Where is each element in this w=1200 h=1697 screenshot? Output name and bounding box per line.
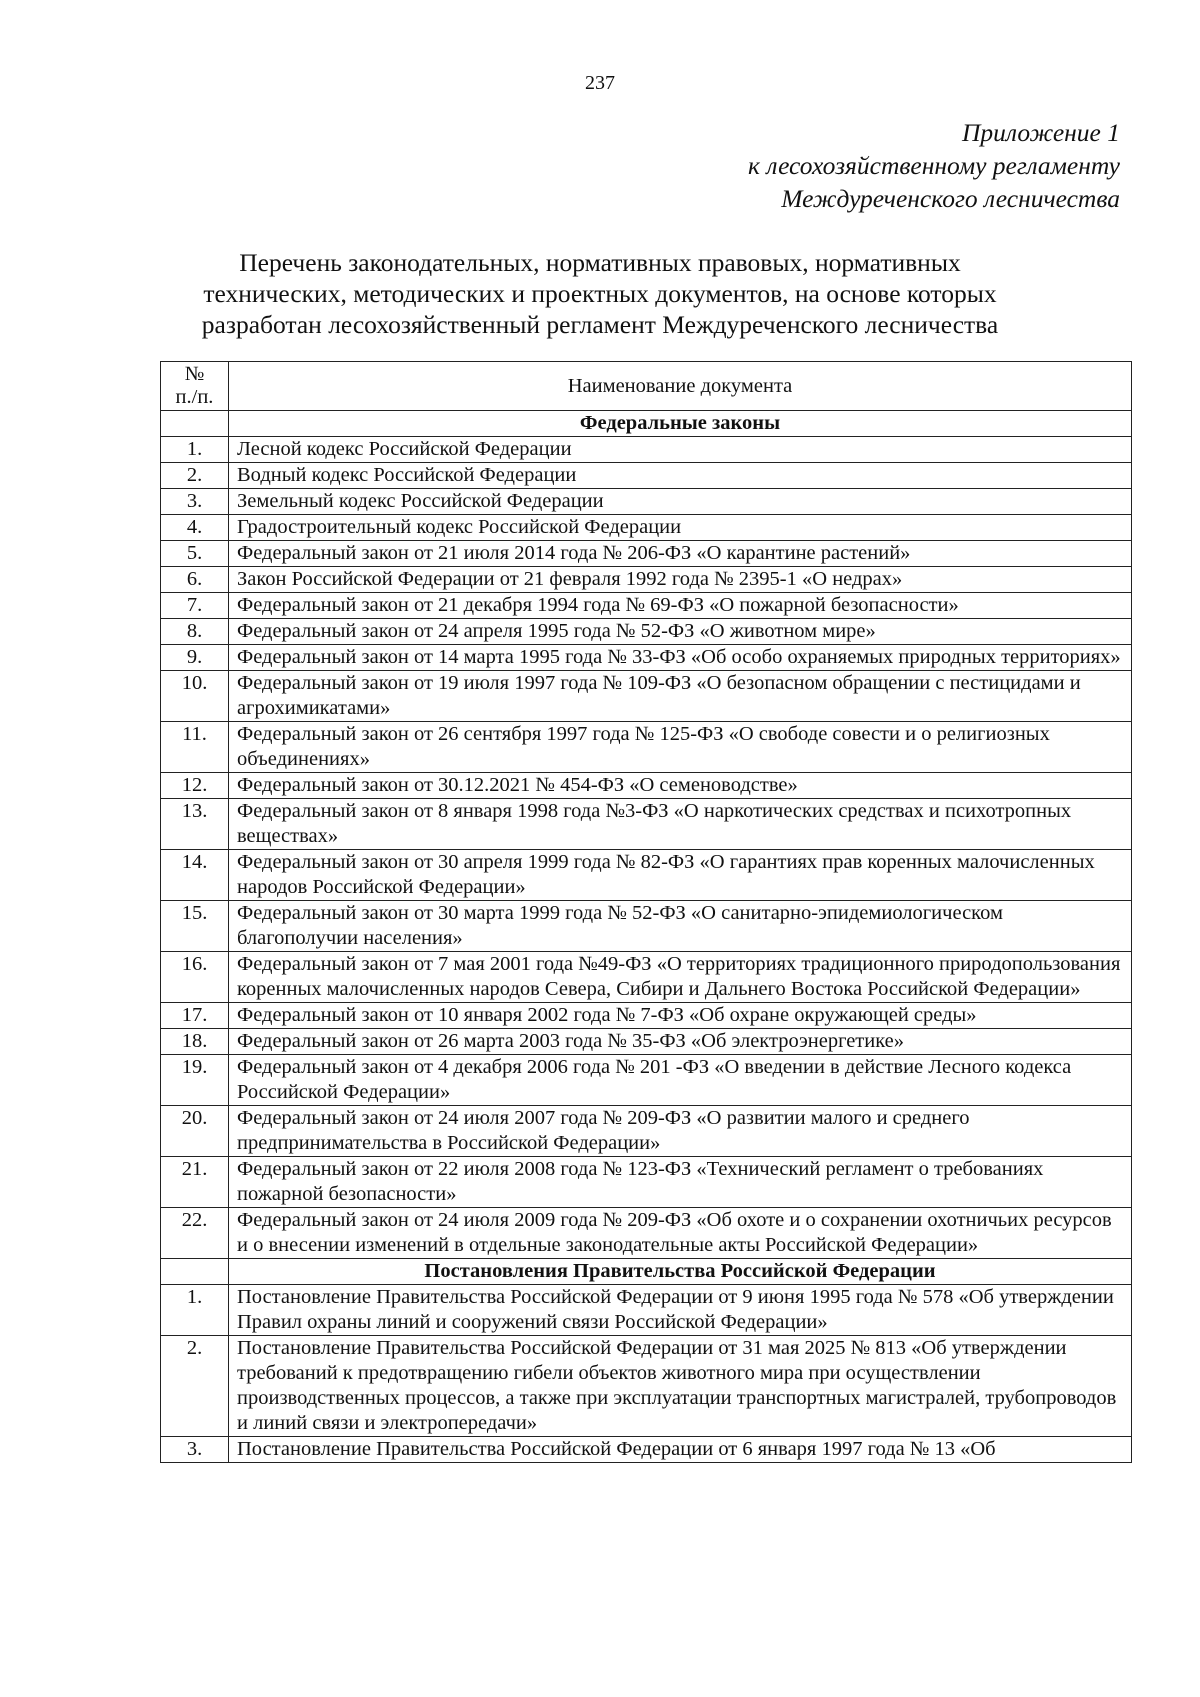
row-number: 13. <box>161 799 229 850</box>
row-number: 2. <box>161 463 229 489</box>
row-number: 21. <box>161 1157 229 1208</box>
row-document-name: Федеральный закон от 21 июля 2014 года № 206-ФЗ «О карантине растений» <box>229 541 1132 567</box>
title-line-3: разработан лесохозяйственный регламент Междуреченского лесничества <box>201 310 999 339</box>
row-number: 8. <box>161 619 229 645</box>
section-title: Постановления Правительства Российской Федерации <box>229 1259 1132 1285</box>
row-number: 2. <box>161 1336 229 1437</box>
table-header-row <box>161 362 1132 411</box>
appendix-heading <box>748 116 1120 215</box>
table-row <box>161 952 1132 1003</box>
table-row <box>161 1029 1132 1055</box>
table-row <box>161 515 1132 541</box>
row-document-name: Федеральный закон от 26 марта 2003 года № 35-ФЗ «Об электроэнергетике» <box>229 1029 1132 1055</box>
row-number: 22. <box>161 1208 229 1259</box>
table-row <box>161 567 1132 593</box>
row-number: 11. <box>161 722 229 773</box>
row-number: 7. <box>161 593 229 619</box>
section-header-row <box>161 1259 1132 1285</box>
row-number: 6. <box>161 567 229 593</box>
row-document-name: Федеральный закон от 4 декабря 2006 года № 201 -ФЗ «О введении в действие Лесного кодекса Российской Федерации» <box>229 1055 1132 1106</box>
row-document-name: Постановление Правительства Российской Федерации от 9 июня 1995 года № 578 «Об утверждении Правил охраны линий и сооружений связи Российской Федерации» <box>229 1285 1132 1336</box>
row-document-name: Федеральный закон от 7 мая 2001 года №49-ФЗ «О территориях традиционного природопользования коренных малочисленных народов Севера, Сибири и Дальнего Востока Российской Федерации» <box>229 952 1132 1003</box>
row-number: 1. <box>161 1285 229 1336</box>
appendix-line-1: Приложение 1 <box>961 118 1120 147</box>
row-document-name: Федеральный закон от 14 марта 1995 года № 33-ФЗ «Об особо охраняемых природных территориях» <box>229 645 1132 671</box>
row-number: 9. <box>161 645 229 671</box>
header-num-label: п./п. <box>175 386 214 408</box>
appendix-line-2: к лесохозяйственному регламенту <box>748 151 1120 180</box>
title-line-2: технических, методических и проектных документов, на основе которых <box>203 279 997 308</box>
table-row <box>161 619 1132 645</box>
row-document-name: Постановление Правительства Российской Федерации от 31 мая 2025 № 813 «Об утверждении требований к предотвращению гибели объектов животного мира при осуществлении производственных процессов, а также при эксплуатации транспортных магистралей, трубопроводов и линий связи и электропередачи» <box>229 1336 1132 1437</box>
row-number: 18. <box>161 1029 229 1055</box>
table-row <box>161 1157 1132 1208</box>
row-document-name: Федеральный закон от 19 июля 1997 года № 109-ФЗ «О безопасном обращении с пестицидами и агрохимикатами» <box>229 671 1132 722</box>
row-number: 3. <box>161 489 229 515</box>
table-row <box>161 1055 1132 1106</box>
row-number: 12. <box>161 773 229 799</box>
table-row <box>161 722 1132 773</box>
row-document-name: Федеральный закон от 30.12.2021 № 454-ФЗ «О семеноводстве» <box>229 773 1132 799</box>
row-number: 20. <box>161 1106 229 1157</box>
header-num-cell <box>161 362 229 411</box>
page-number: 237 <box>585 72 615 94</box>
table-row <box>161 1437 1132 1463</box>
documents-table-body <box>161 362 1132 1463</box>
row-document-name: Федеральный закон от 30 марта 1999 года № 52-ФЗ «О санитарно-эпидемиологическом благополучии населения» <box>229 901 1132 952</box>
row-document-name: Федеральный закон от 10 января 2002 года № 7-ФЗ «Об охране окружающей среды» <box>229 1003 1132 1029</box>
row-document-name: Закон Российской Федерации от 21 февраля 1992 года № 2395-1 «О недрах» <box>229 567 1132 593</box>
table-row <box>161 541 1132 567</box>
header-num-symbol: № <box>184 363 205 385</box>
row-document-name: Федеральный закон от 24 июля 2007 года № 209-ФЗ «О развитии малого и среднего предпринимательства в Российской Федерации» <box>229 1106 1132 1157</box>
row-number: 1. <box>161 437 229 463</box>
header-name-cell: Наименование документа <box>229 362 1132 411</box>
table-row <box>161 489 1132 515</box>
table-row <box>161 901 1132 952</box>
row-number: 19. <box>161 1055 229 1106</box>
table-row <box>161 850 1132 901</box>
row-number: 5. <box>161 541 229 567</box>
row-number: 10. <box>161 671 229 722</box>
title-line-1: Перечень законодательных, нормативных правовых, нормативных <box>239 248 961 277</box>
section-header-row <box>161 411 1132 437</box>
row-document-name: Земельный кодекс Российской Федерации <box>229 489 1132 515</box>
table-row <box>161 799 1132 850</box>
row-number: 3. <box>161 1437 229 1463</box>
row-document-name: Федеральный закон от 24 июля 2009 года № 209-ФЗ «Об охоте и о сохранении охотничьих ресурсов и о внесении изменений в отдельные законодательные акты Российской Федерации» <box>229 1208 1132 1259</box>
section-num-cell <box>161 411 229 437</box>
row-document-name: Федеральный закон от 26 сентября 1997 года № 125-ФЗ «О свободе совести и о религиозных объединениях» <box>229 722 1132 773</box>
row-document-name: Лесной кодекс Российской Федерации <box>229 437 1132 463</box>
table-row <box>161 1003 1132 1029</box>
row-document-name: Федеральный закон от 22 июля 2008 года № 123-ФЗ «Технический регламент о требованиях пожарной безопасности» <box>229 1157 1132 1208</box>
row-document-name: Водный кодекс Российской Федерации <box>229 463 1132 489</box>
documents-table <box>160 361 1132 1463</box>
appendix-line-3: Междуреченского лесничества <box>781 184 1120 213</box>
table-row <box>161 463 1132 489</box>
table-row <box>161 1208 1132 1259</box>
table-row <box>161 1106 1132 1157</box>
table-row <box>161 671 1132 722</box>
section-num-cell <box>161 1259 229 1285</box>
table-row <box>161 593 1132 619</box>
table-row <box>161 1336 1132 1437</box>
document-title <box>100 247 1100 340</box>
row-document-name: Градостроительный кодекс Российской Федерации <box>229 515 1132 541</box>
table-row <box>161 437 1132 463</box>
table-row <box>161 773 1132 799</box>
row-number: 17. <box>161 1003 229 1029</box>
row-number: 16. <box>161 952 229 1003</box>
row-document-name: Федеральный закон от 30 апреля 1999 года № 82-ФЗ «О гарантиях прав коренных малочисленных народов Российской Федерации» <box>229 850 1132 901</box>
table-row <box>161 645 1132 671</box>
row-document-name: Федеральный закон от 24 апреля 1995 года № 52-ФЗ «О животном мире» <box>229 619 1132 645</box>
row-document-name: Постановление Правительства Российской Федерации от 6 января 1997 года № 13 «Об <box>229 1437 1132 1463</box>
row-number: 15. <box>161 901 229 952</box>
row-number: 14. <box>161 850 229 901</box>
row-document-name: Федеральный закон от 8 января 1998 года №3-ФЗ «О наркотических средствах и психотропных веществах» <box>229 799 1132 850</box>
row-number: 4. <box>161 515 229 541</box>
row-document-name: Федеральный закон от 21 декабря 1994 года № 69-ФЗ «О пожарной безопасности» <box>229 593 1132 619</box>
table-row <box>161 1285 1132 1336</box>
section-title: Федеральные законы <box>229 411 1132 437</box>
